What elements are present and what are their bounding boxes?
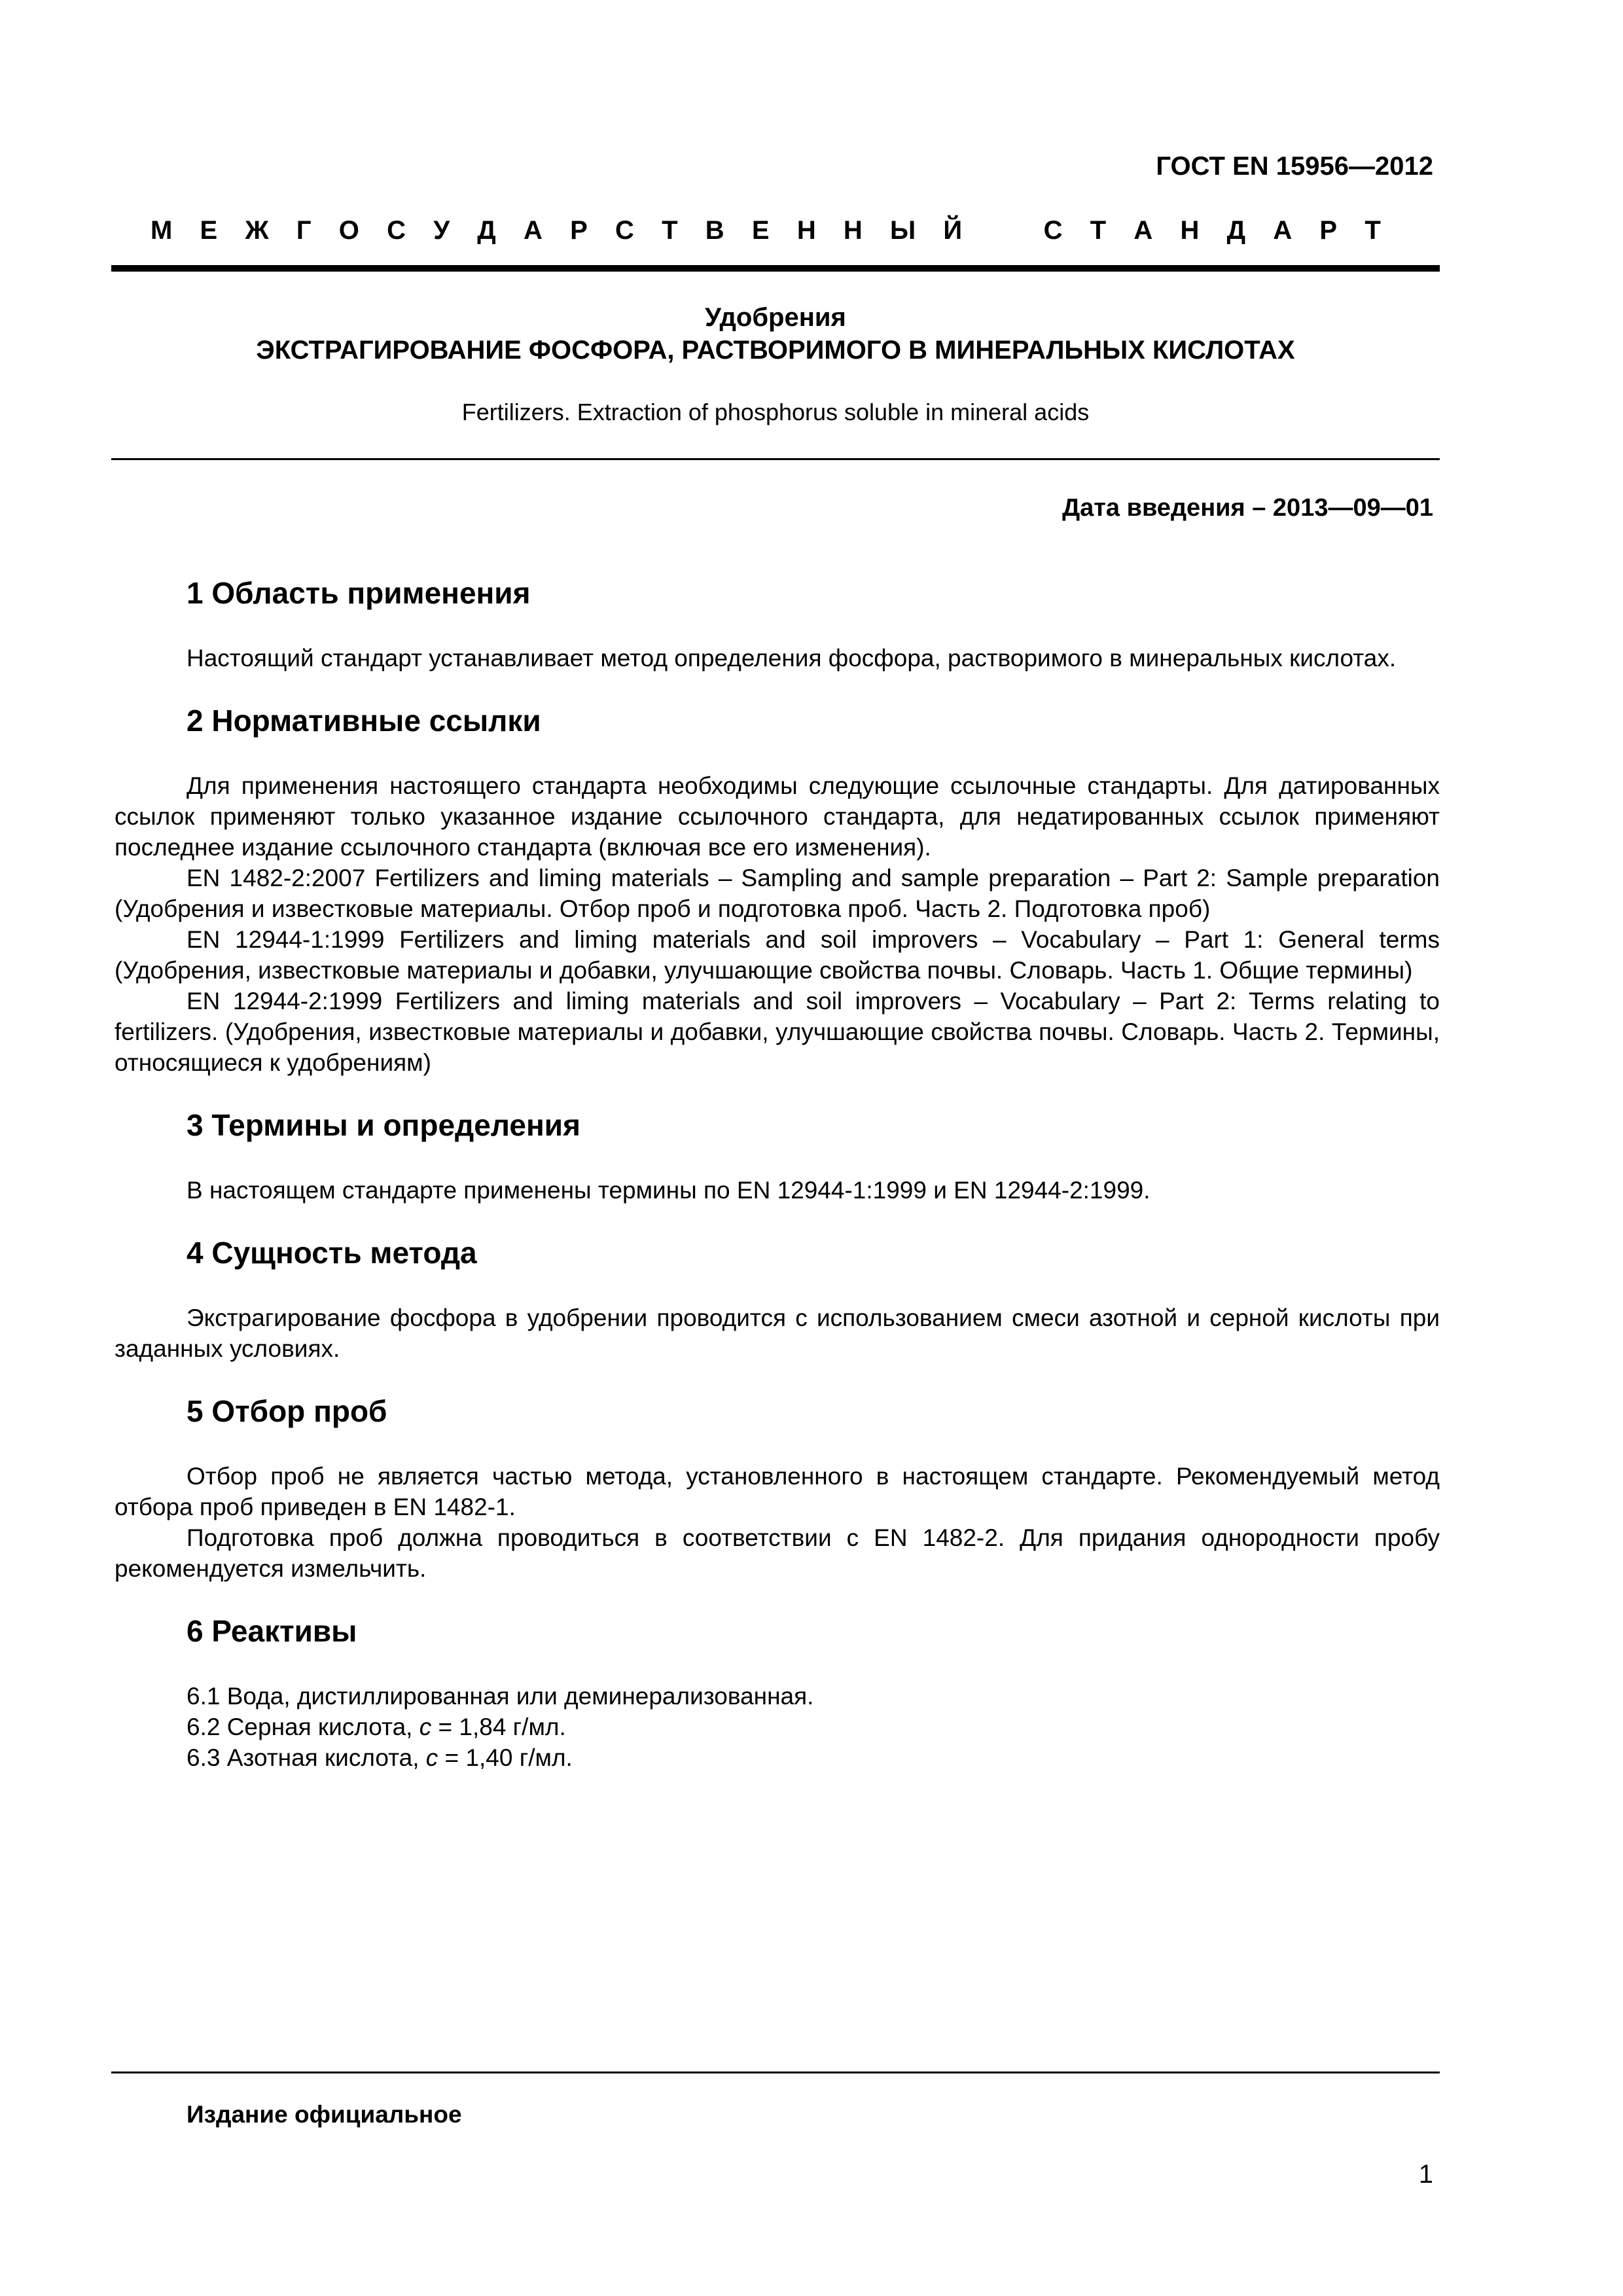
footer-divider [111,2072,1440,2073]
heading-letter: Т [1090,216,1107,245]
heading-letter: Г [296,216,312,245]
heading-letter: С [1043,216,1063,245]
official-edition-label: Издание официальное [187,2101,462,2128]
heading-letter: Р [570,216,588,245]
heading-letter: Е [200,216,218,245]
variable-symbol: с [425,1744,438,1771]
document-subject: Удобрения [705,303,846,332]
section-heading: 6 Реактивы [187,1614,357,1648]
introduction-date: Дата введения – 2013—09—01 [1062,494,1433,522]
paragraph: Отбор проб не является частью метода, установленного в настоящем стандарте. Рекомендуемый метод отбора проб приведен в EN 1482-1. [115,1463,1440,1520]
title-divider [111,458,1440,460]
reagent-item: 6.1 Вода, дистиллированная или деминерализованная. [187,1683,814,1710]
reagent-value: = 1,84 г/мл. [431,1713,566,1740]
section-reagents [115,1614,1440,1773]
heading-letter: Н [796,216,816,245]
reference-item: EN 12944-1:1999 Fertilizers and liming materials and soil improvers – Vocabulary – Part 1: General terms (Удобрения, известковые материалы и добавки, улучшающие свойства почвы. Словарь. Часть 1. Общие термины) [115,926,1440,984]
paragraph: Подготовка проб должна проводиться в соответствии с EN 1482-2. Для придания однородности пробу рекомендуется измельчить. [115,1524,1440,1582]
section-normative-references [115,704,1440,1078]
reference-item: EN 12944-2:1999 Fertilizers and liming materials and soil improvers – Vocabulary – Part 2: Terms relating to fertilizers. (Удобрения, известковые материалы и добавки, улучшающие свойства почвы. Словарь. Часть 2. Термины, относящиеся к удобрениям) [115,988,1440,1076]
paragraph: Экстрагирование фосфора в удобрении проводится с использованием смеси азотной и серной кислоты при заданных условиях. [115,1304,1440,1362]
interstate-standard-heading [151,216,1381,245]
heading-letter: У [433,216,450,245]
reagent-value: = 1,40 г/мл. [438,1744,573,1771]
reagent-label: 6.2 Серная кислота, [187,1713,419,1740]
heading-letter: Й [943,216,963,245]
heading-letter: Н [1180,216,1200,245]
document-title: ЭКСТРАГИРОВАНИЕ ФОСФОРА, РАСТВОРИМОГО В МИНЕРАЛЬНЫХ КИСЛОТАХ [256,336,1295,365]
section-heading: 3 Термины и определения [187,1108,580,1142]
heading-letter: А [524,216,543,245]
section-heading: 5 Отбор проб [187,1394,387,1428]
heading-letter: Р [1319,216,1338,245]
heading-letter: Т [662,216,678,245]
heading-letter: А [1273,216,1293,245]
heading-letter: О [338,216,359,245]
paragraph: В настоящем стандарте применены термины по EN 12944-1:1999 и EN 12944-2:1999. [187,1177,1150,1204]
heading-letter: М [151,216,173,245]
document-body [115,576,1440,1803]
header-divider [111,265,1440,272]
section-terms [115,1108,1440,1206]
heading-letter: Ж [245,216,269,245]
heading-letter: В [705,216,724,245]
english-title: Fertilizers. Extraction of phosphorus soluble in mineral acids [461,399,1090,425]
section-sampling [115,1394,1440,1584]
paragraph: Для применения настоящего стандарта необходимы следующие ссылочные стандарты. Для датированных ссылок применяют только указанное издание ссылочного стандарта, для недатированных ссылок применяют последнее издание ссылочного стандарта (включая все его изменения). [115,772,1440,861]
heading-letter: Е [751,216,770,245]
section-method-principle [115,1236,1440,1364]
section-heading: 1 Область применения [187,576,531,610]
heading-letter: С [387,216,406,245]
heading-letter: Т [1364,216,1381,245]
reference-item: EN 1482-2:2007 Fertilizers and liming materials – Sampling and sample preparation – Part 2: Sample preparation (Удобрения и известковые материалы. Отбор проб и подготовка проб. Часть 2. Подготовка проб) [115,865,1440,922]
reagent-item [115,1712,1440,1742]
paragraph: Настоящий стандарт устанавливает метод определения фосфора, растворимого в минеральных кислотах. [187,645,1397,672]
section-heading: 2 Нормативные ссылки [187,704,541,738]
word-gap [990,216,1016,245]
heading-letter: А [1133,216,1153,245]
reagent-item [115,1742,1440,1773]
heading-letter: Ы [890,216,916,245]
variable-symbol: с [419,1713,432,1740]
heading-letter: Д [1226,216,1246,245]
gost-number: ГОСТ EN 15956—2012 [1156,152,1433,181]
section-scope [115,576,1440,673]
page-number: 1 [1418,2160,1433,2189]
heading-letter: Д [477,216,496,245]
heading-letter: Н [843,216,863,245]
reagent-label: 6.3 Азотная кислота, [187,1744,426,1771]
section-heading: 4 Сущность метода [187,1236,477,1270]
heading-letter: С [615,216,634,245]
